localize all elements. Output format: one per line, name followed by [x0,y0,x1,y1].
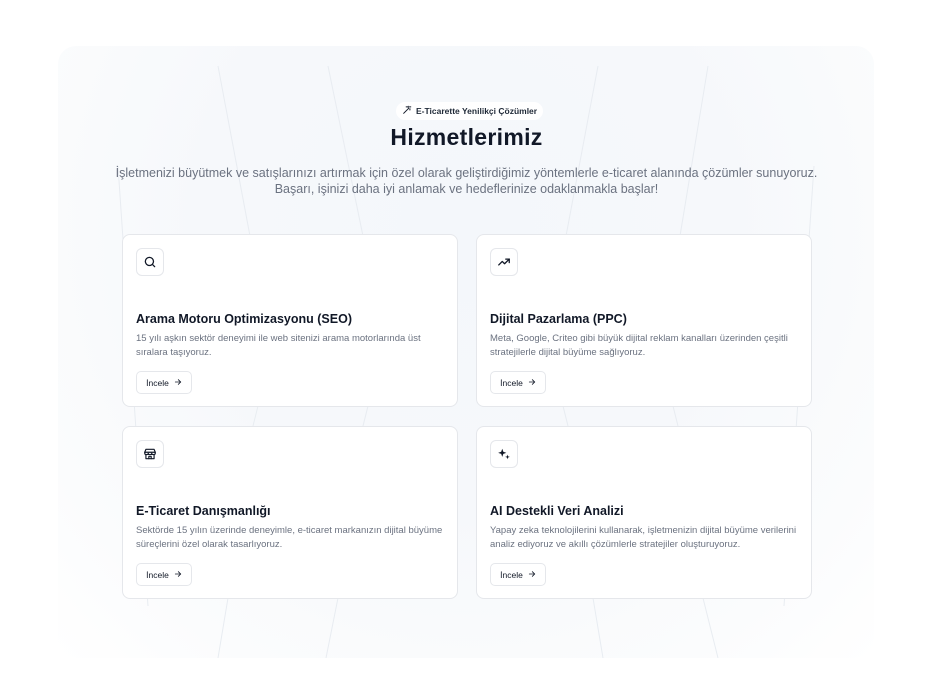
incele-button[interactable] [490,371,546,394]
arrow-right-icon [174,378,182,388]
arrow-right-icon [528,378,536,388]
service-card-ai-analytics [476,426,812,599]
section-title: Hizmetlerimiz [390,124,543,150]
service-card-ppc [476,234,812,407]
incele-button-label: İncele [500,569,523,580]
service-card-title: E-Ticaret Danışmanlığı [136,504,271,518]
service-card-title: Dijital Pazarlama (PPC) [490,312,627,326]
incele-button[interactable] [136,563,192,586]
incele-button-label: İncele [146,377,169,388]
sparkles-icon [490,440,518,468]
magic-wand-icon [402,105,412,117]
incele-button-label: İncele [500,377,523,388]
trending-up-icon [490,248,518,276]
service-card-description: Meta, Google, Criteo gibi büyük dijital reklam kanalları üzerinden çeşitli stratejilerle dijital büyüme sağlıyoruz. [490,333,788,358]
service-card-ecommerce-consulting [122,426,458,599]
arrow-right-icon [174,570,182,580]
section-badge-label: E-Ticarette Yenilikçi Çözümler [416,106,538,116]
search-icon [136,248,164,276]
service-card-description: Sektörde 15 yılın üzerinde deneyimle, e-ticaret markanızın dijital büyüme süreçlerini özel olarak tasarlıyoruz. [136,525,443,550]
arrow-right-icon [528,570,536,580]
section-badge [396,102,543,120]
service-card-title: AI Destekli Veri Analizi [490,504,624,518]
service-card-title: Arama Motoru Optimizasyonu (SEO) [136,312,352,326]
service-card-description: Yapay zeka teknolojilerini kullanarak, işletmenizin dijital büyüme verilerini analiz ediyoruz ve akıllı çözümlerle stratejiler oluşturuyoruz. [490,525,797,550]
service-card-seo [122,234,458,407]
incele-button-label: İncele [146,569,169,580]
store-icon [136,440,164,468]
section-subtitle: İşletmenizi büyütmek ve satışlarınızı artırmak için özel olarak geliştirdiğimiz yöntemlerle e-ticaret alanında çözümler sunuyoruz. Başarı, işinizi daha iyi anlamak ve hedeflerinize odaklanmakla başlar! [115,166,818,196]
incele-button[interactable] [490,563,546,586]
service-card-description: 15 yılı aşkın sektör deneyimi ile web sitenizi arama motorlarında üst sıralara taşıyoruz. [136,333,421,358]
incele-button[interactable] [136,371,192,394]
